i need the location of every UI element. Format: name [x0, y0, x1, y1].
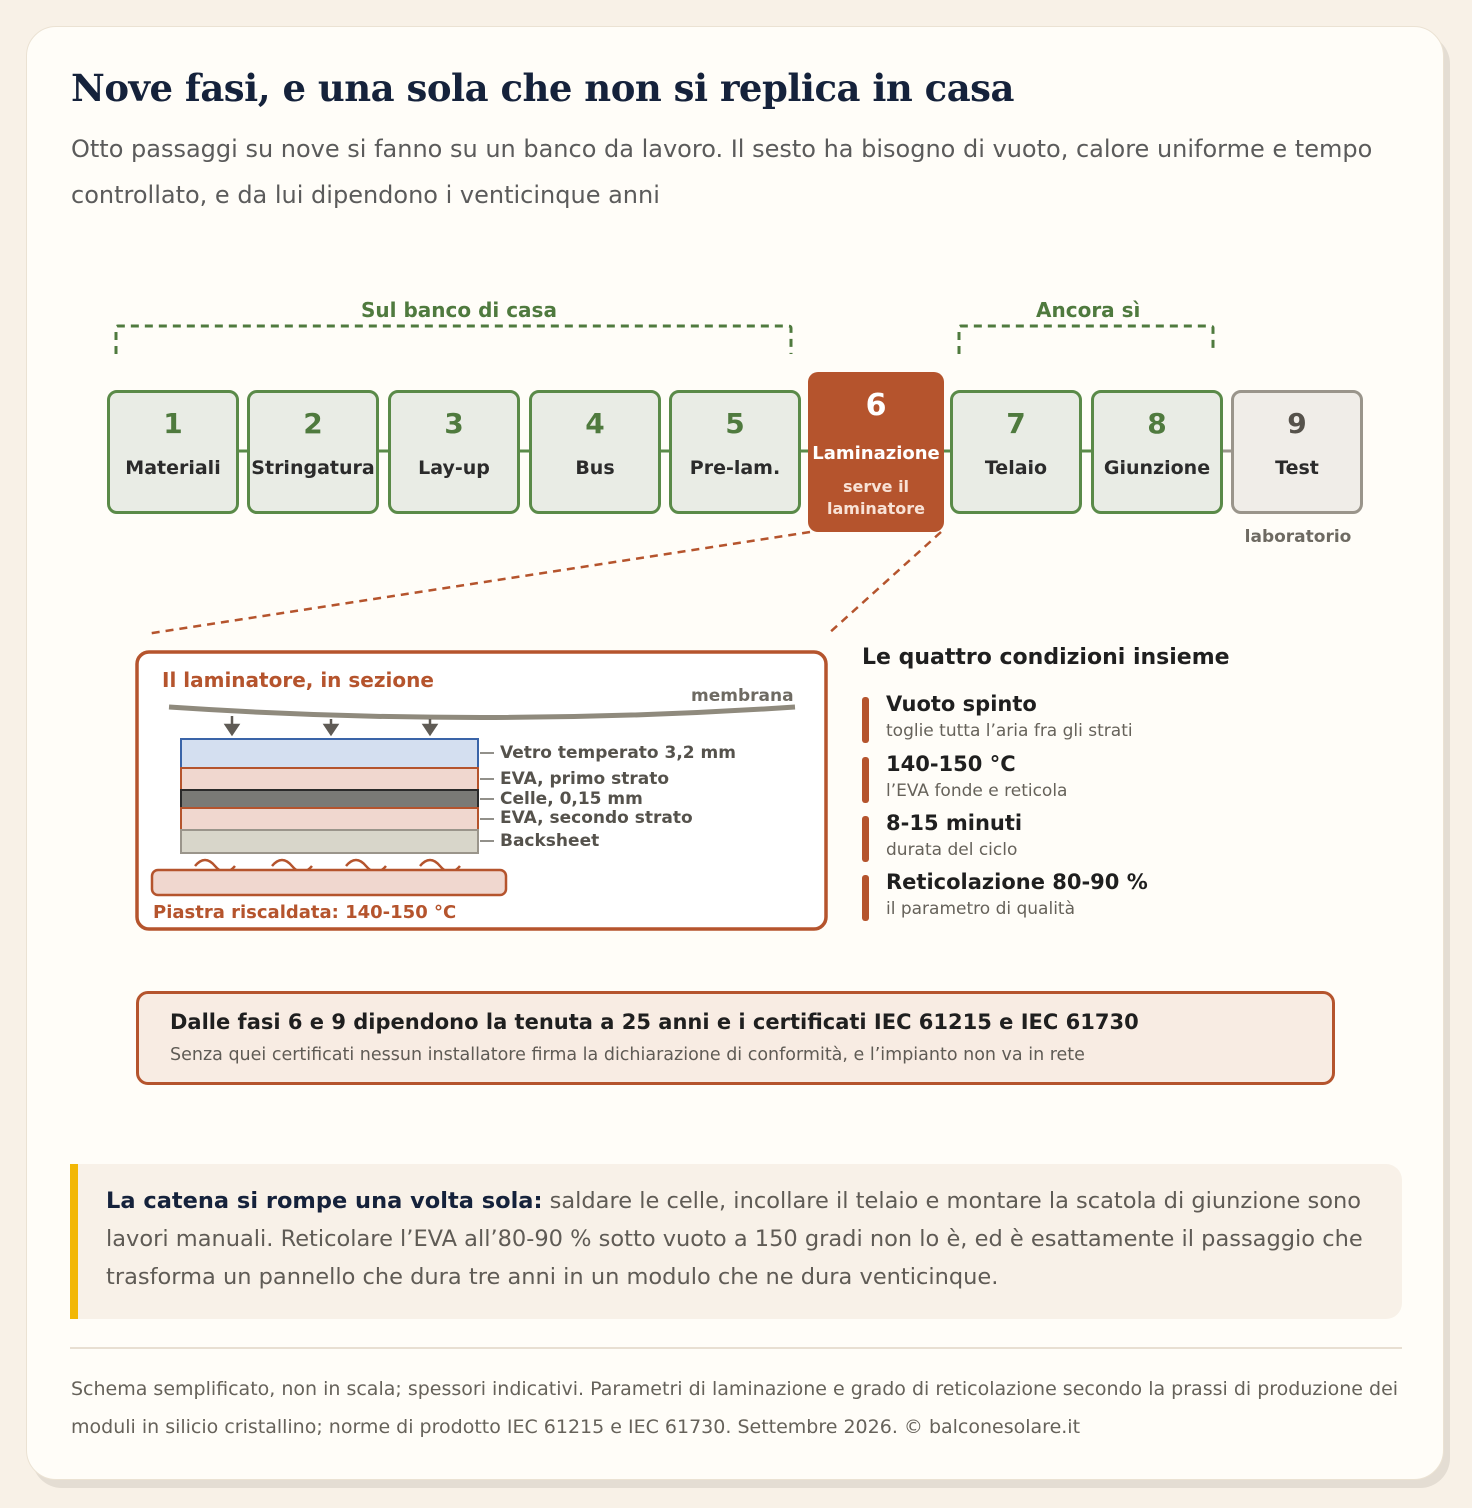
condition-bar [862, 697, 869, 743]
step-label: Lay-up [418, 457, 490, 479]
condition-item [862, 870, 1282, 929]
condition-sub: l’EVA fonde e reticola [886, 781, 1068, 801]
step-label: Laminazione [812, 443, 940, 464]
certification-box [136, 991, 1335, 1085]
laminator-title: Il laminatore, in sezione [162, 668, 434, 692]
page-title: Nove fasi, e una sola che non si replica in casa [71, 66, 1014, 110]
layer-label-glass: Vetro temperato 3,2 mm [500, 743, 736, 763]
step-number: 3 [444, 407, 464, 440]
step-label: Giunzione [1103, 457, 1211, 479]
step-number: 4 [585, 407, 605, 440]
layer-glass [181, 739, 478, 768]
condition-title: 8-15 minuti [886, 811, 1023, 835]
layer-eva-2 [181, 808, 478, 830]
condition-title: Vuoto spinto [886, 692, 1037, 716]
condition-title: 140-150 °C [886, 752, 1016, 776]
still-bracket [959, 326, 1213, 354]
heated-plate [152, 870, 506, 895]
step-3 [388, 390, 520, 514]
page-subtitle: Otto passaggi su nove si fanno su un banco da lavoro. Il sesto ha bisogno di vuoto, calore uniforme e tempo controllato, e da lui dipendono i venticinque anni [71, 135, 1373, 209]
layer-label-eva-2: EVA, secondo strato [500, 808, 693, 828]
condition-title: Reticolazione 80-90 % [886, 870, 1148, 894]
step-label: Test [1275, 457, 1319, 479]
layer-label-eva-1: EVA, primo strato [500, 769, 670, 789]
step-label: Pre-lam. [689, 457, 781, 479]
condition-item [862, 811, 1282, 870]
plate-label: Piastra riscaldata: 140-150 °C [153, 902, 457, 923]
step-number: 6 [865, 388, 887, 423]
zoom-line-left [146, 532, 810, 634]
layer-label-backsheet: Backsheet [500, 831, 600, 851]
step-number: 9 [1287, 407, 1307, 440]
step-note: serve il laminatore [826, 477, 925, 518]
step-6 [808, 372, 944, 532]
step-label: Materiali [125, 457, 221, 479]
condition-sub: il parametro di qualità [886, 899, 1076, 919]
home-bracket [116, 326, 791, 354]
step-2 [247, 390, 379, 514]
certification-sub: Senza quei certificati nessun installatore firma la dichiarazione di conformità, e l’impianto non va in rete [170, 1045, 1085, 1065]
layer-backsheet [181, 830, 478, 853]
layer-eva-1 [181, 768, 478, 790]
step-4 [529, 390, 661, 514]
step-1 [107, 390, 239, 514]
step-number: 1 [163, 407, 183, 440]
step-8 [1091, 390, 1223, 514]
step-number: 8 [1147, 407, 1167, 440]
conditions-title: Le quattro condizioni insieme [862, 645, 1230, 670]
condition-bar [862, 875, 869, 921]
layer-cells [181, 790, 478, 808]
layer-label-cells: Celle, 0,15 mm [500, 789, 643, 809]
condition-item [862, 752, 1282, 811]
condition-bar [862, 816, 869, 862]
step-label: Telaio [984, 457, 1048, 479]
step-label: Stringatura [251, 457, 375, 479]
callout-text: saldare le celle, incollare il telaio e montare la scatola di giunzione sono lavori manuali. Reticolare l’EVA all’80-90 % sotto vuoto a 150 gradi non lo è, ed è esattamente il passaggio che trasforma un pannello che dura tre anni in un modulo che ne dura venticinque. [106, 1188, 1363, 1290]
condition-item [862, 692, 1282, 751]
step-7 [950, 390, 1082, 514]
certification-title: Dalle fasi 6 e 9 dipendono la tenuta a 25 anni e i certificati IEC 61215 e IEC 61730 [170, 1010, 1139, 1034]
step-9 [1231, 390, 1363, 514]
zoom-line-right [828, 532, 941, 634]
condition-bar [862, 757, 869, 803]
still-bracket-label: Ancora sì [1036, 298, 1141, 322]
callout-box [70, 1164, 1402, 1319]
step-label: Bus [575, 457, 615, 479]
membrane-label: membrana [691, 686, 794, 706]
callout-lead: La catena si rompe una volta sola: [106, 1188, 543, 1214]
home-bracket-label: Sul banco di casa [361, 298, 557, 322]
step-5 [669, 390, 801, 514]
step-number: 5 [725, 407, 745, 440]
condition-sub: durata del ciclo [886, 840, 1018, 860]
step-9-note: laboratorio [1244, 527, 1352, 547]
step-number: 2 [303, 407, 323, 440]
footer-divider [70, 1347, 1402, 1349]
condition-sub: toglie tutta l’aria fra gli strati [886, 721, 1133, 741]
footer-note: Schema semplificato, non in scala; spessori indicativi. Parametri di laminazione e grado di reticolazione secondo la prassi di produzione dei moduli in silicio cristallino; norme di prodotto IEC 61215 e IEC 61730. Settembre 2026. © balconesolare.it [71, 1378, 1399, 1438]
step-number: 7 [1006, 407, 1026, 440]
